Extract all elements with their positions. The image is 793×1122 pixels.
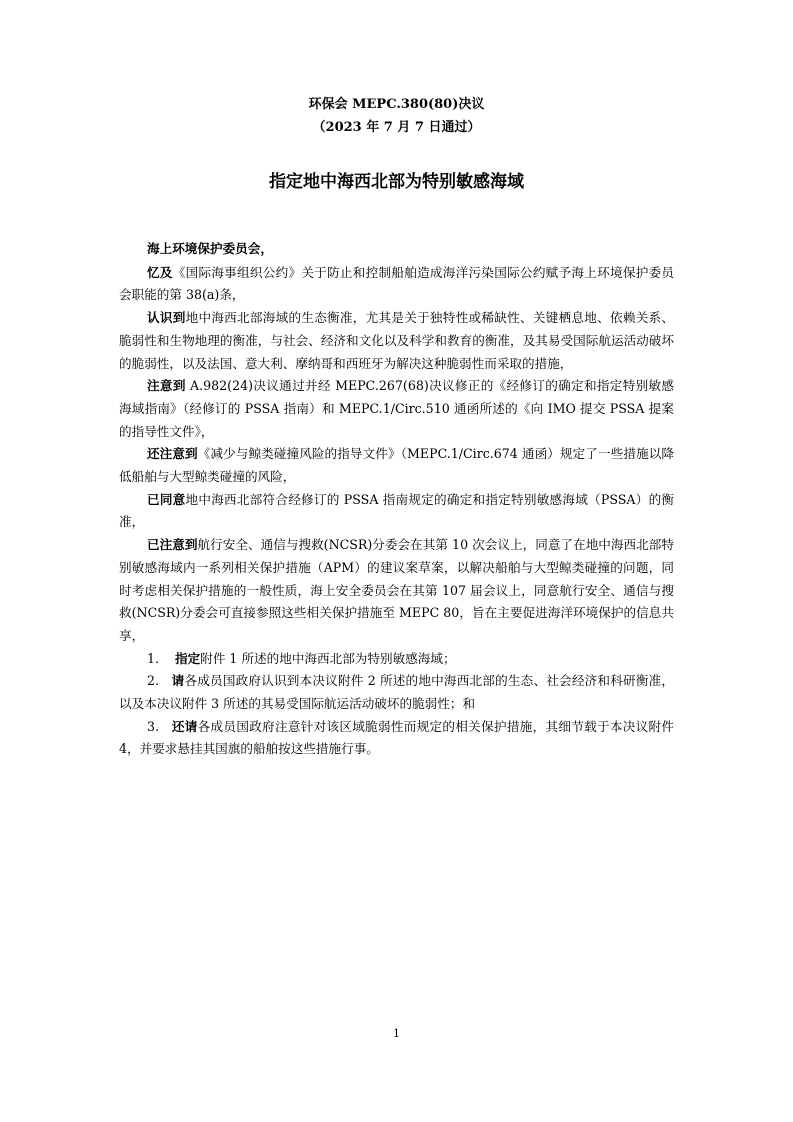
preamble-text: 地中海西北部海域的生态衡准，尤其是关于独特性或稀缺性、关键栖息地、依赖关系、脆弱性和生物地理的衡准，与社会、经济和文化以及科学和教育的衡准，及其易受国际航运活动破坏的脆弱性，以及法国、意大利、摩纳哥和西班牙为解决这种脆弱性而采取的措施， [119,310,675,371]
operative-lead: 请 [171,673,185,689]
preamble-lead: 注意到 [147,378,186,394]
operative-text: 各成员国政府认识到本决议附件 2 所述的地中海西北部的生态、社会经济和科研衡准，以及本决议附件 3 所述的其易受国际航运活动破坏的脆弱性；和 [119,673,674,712]
preamble-text: 航行安全、通信与搜救(NCSR)分委会在其第 10 次会议上，同意了在地中海西北部特别敏感海域内一系列相关保护措施（APM）的建议案草案，以解决船舶与大型鲸类碰撞的问题，同时考虑相关保护措施的一般性质，海上安全委员会在其第 107 届会议上，同意航行安全、通信与搜救(NCSR)分委会可直接参照这些相关保护措施至 MEPC 80，旨在主要促进海洋环境保护的信息共享， [119,537,675,643]
preamble-paragraph [119,375,674,443]
preamble-paragraph [119,489,674,534]
resolution-body [119,238,674,761]
operative-paragraph [119,648,674,671]
preamble-paragraph [119,307,674,375]
operative-number: 2. [147,673,160,689]
operative-text: 各成员国政府注意针对该区域脆弱性而规定的相关保护措施，其细节载于本决议附件 4，并要求悬挂其国旗的船舶按这些措施行事。 [119,718,674,757]
resolution-title: 指定地中海西北部为特别敏感海域 [269,172,524,192]
committee-paragraph [119,238,674,261]
operative-paragraph [119,670,674,715]
preamble-paragraph [119,262,674,307]
preamble-lead: 认识到 [147,310,186,326]
adoption-date: （2023 年 7 月 7 日通过） [312,120,481,135]
operative-text: 附件 1 所述的地中海西北部为特别敏感海域； [200,650,456,666]
preamble-lead: 已注意到 [147,537,198,553]
preamble-lead: 已同意 [147,491,186,507]
preamble-text: 地中海西北部符合经修订的 PSSA 指南规定的确定和指定特别敏感海域（PSSA）的衡准， [119,491,674,530]
resolution-reference: 环保会 MEPC.380(80)决议 [308,97,485,112]
operative-lead: 指定 [175,650,201,666]
preamble-text: 《国际海事组织公约》关于防止和控制船舶造成海洋污染国际公约赋予海上环境保护委员会职能的第 38(a)条， [119,264,675,303]
operative-number: 3. [147,718,160,734]
preamble-text: 《减少与鲸类碰撞风险的指导文件》（MEPC.1/Circ.674 通函）规定了一些措施以降低船舶与大型鲸类碰撞的风险， [119,446,674,485]
preamble-paragraph [119,443,674,488]
operative-lead: 还请 [171,718,198,734]
page-number: 1 [393,1027,400,1040]
committee-name: 海上环境保护委员会， [147,241,273,256]
preamble-lead: 还注意到 [147,446,198,462]
operative-paragraph [119,716,674,761]
preamble-lead: 忆及 [147,264,173,280]
operative-number: 1. [147,650,160,666]
preamble-paragraph [119,534,674,648]
preamble-text: A.982(24)决议通过并经 MEPC.267(68)决议修正的《经修订的确定和指定特别敏感海域指南》（经修订的 PSSA 指南）和 MEPC.1/Circ.510 通函所述的《向 IMO 提交 PSSA 提案的指导性文件》， [119,378,675,439]
